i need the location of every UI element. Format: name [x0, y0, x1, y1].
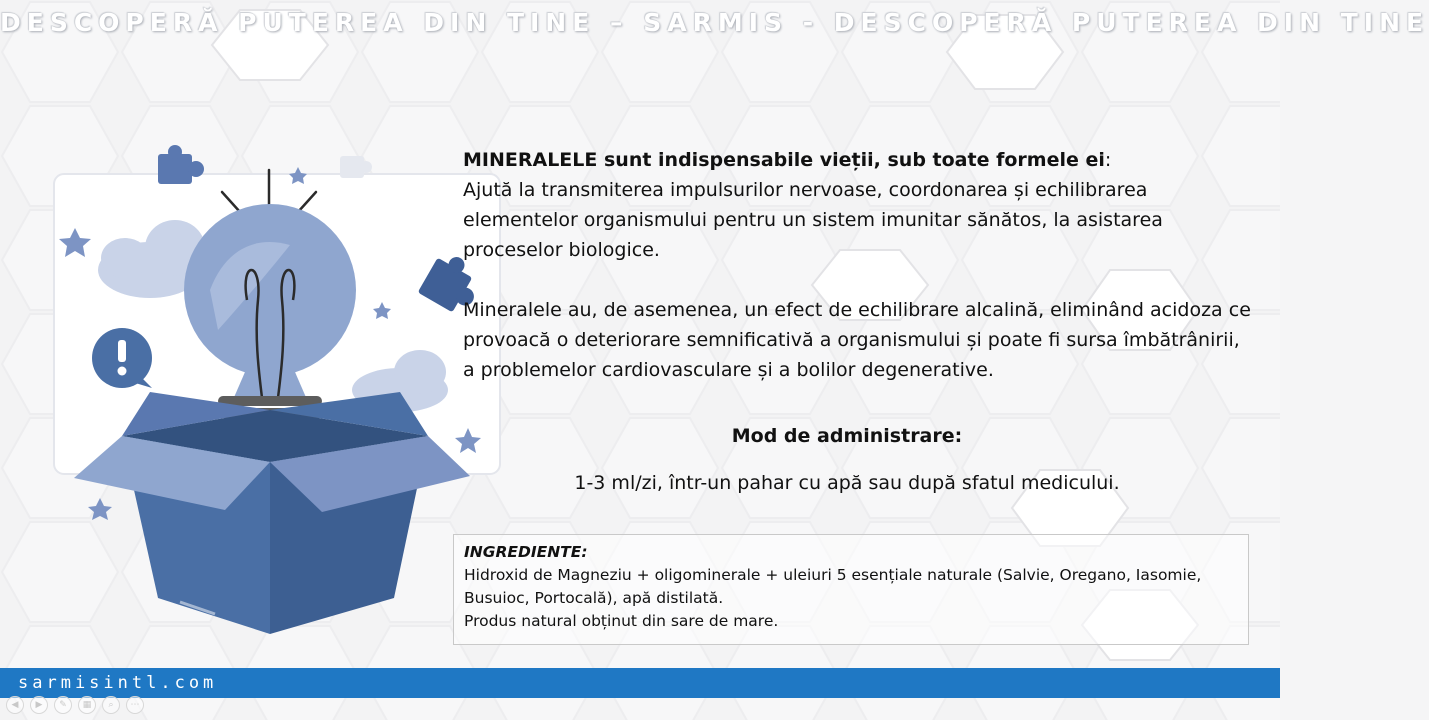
next-slide-icon[interactable]: ▶: [30, 696, 48, 714]
paragraph-alkaline: Mineralele au, de asemenea, un efect de echilibrare alcalină, eliminând acidoza ce provoacă o deteriorare semnificativă a organismului și poate fi sursa îmbătrânirii, a problemelor cardiovasculare și a bolilor degenerative.: [463, 299, 1251, 381]
lightbulb-in-box-illustration: [40, 140, 500, 640]
zoom-icon[interactable]: ⌕: [102, 696, 120, 714]
slideshow-controls: [6, 696, 144, 716]
paragraph-functions: Ajută la transmiterea impulsurilor nervoase, coordonarea și echilibrarea elementelor organismului pentru un sistem imunitar sănătos, la asistarea proceselor biologice.: [463, 179, 1163, 261]
administration-title: Mod de administrare:: [731, 425, 963, 447]
prev-slide-icon[interactable]: ◀: [6, 696, 24, 714]
ingredients-box: [453, 534, 1249, 645]
lead-heading: MINERALELE sunt indispensabile vieții, sub toate formele ei: [463, 149, 1105, 171]
ingredients-note: Produs natural obținut din sare de mare.: [464, 612, 779, 630]
lead-colon: :: [1104, 149, 1112, 171]
ingredients-list: Hidroxid de Magneziu + oligominerale + uleiuri 5 esențiale naturale (Salvie, Oregano, Iasomie, Busuioc, Portocală), apă distilată.: [464, 566, 1202, 607]
administration-text: 1-3 ml/zi, într-un pahar cu apă sau după sfatul medicului.: [574, 472, 1120, 494]
description-block: [463, 145, 1253, 385]
pen-icon[interactable]: ✎: [54, 696, 72, 714]
page-title: DESCOPERĂ PUTEREA DIN TINE – SARMIS - DESCOPERĂ PUTEREA DIN TINE: [0, 8, 1429, 37]
more-options-icon[interactable]: ⋯: [126, 696, 144, 714]
ingredients-heading: INGREDIENTE:: [464, 543, 588, 561]
lead-line: [463, 145, 1253, 175]
alert-icon: [92, 328, 152, 388]
star-icon: [88, 498, 112, 520]
website-link[interactable]: sarmisintl.com: [18, 673, 218, 693]
box-icon: [74, 392, 470, 634]
slides-grid-icon[interactable]: ▦: [78, 696, 96, 714]
